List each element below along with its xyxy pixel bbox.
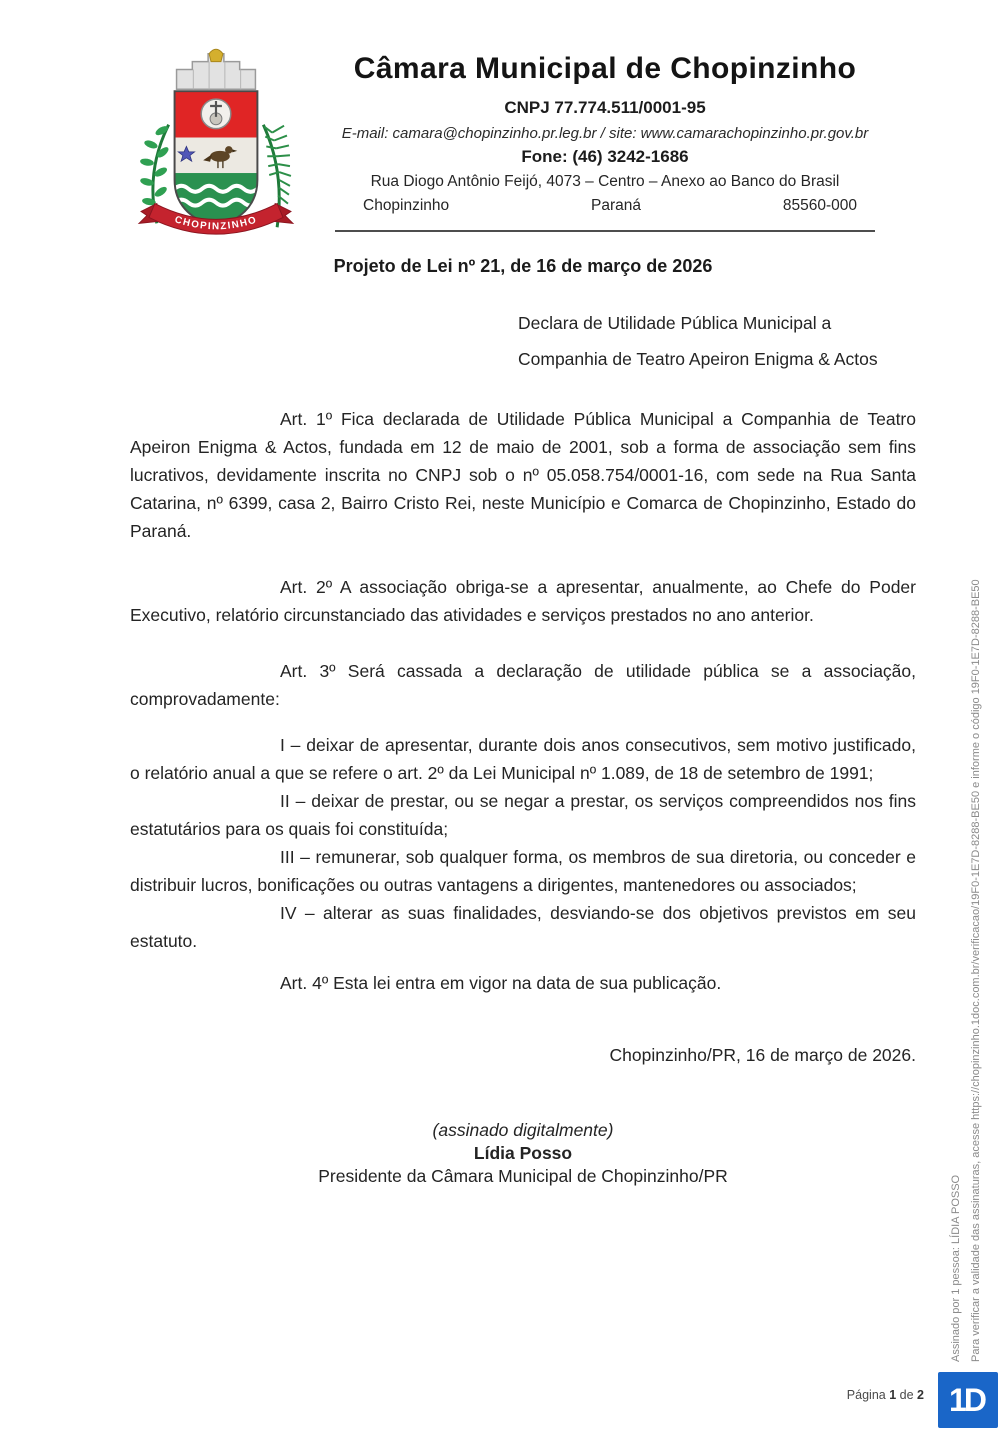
page-number: [847, 1388, 924, 1402]
signer-role: Presidente da Câmara Municipal de Chopinzinho/PR: [318, 1166, 728, 1186]
phone-line: Fone: (46) 3242-1686: [521, 147, 689, 166]
item-iii: III – remunerar, sob qualquer forma, os membros de sua diretoria, ou conceder e distribuir lucros, bonificações ou outras vantagens a dirigentes, mantenedores ou associados;: [130, 847, 916, 895]
page-separator: de: [899, 1388, 914, 1402]
1doc-logo-text: 1D: [949, 1381, 984, 1418]
document-title: Projeto de Lei nº 21, de 16 de março de 2026: [333, 256, 713, 276]
cnpj-line: CNPJ 77.774.511/0001-95: [504, 98, 706, 117]
letterhead: [308, 52, 902, 232]
signer-name: Lídia Posso: [473, 1143, 573, 1163]
item-ii: II – deixar de prestar, ou se negar a prestar, os serviços compreendidos nos fins estatutários para os quais foi constituída;: [130, 791, 916, 839]
article-3-items: [130, 731, 916, 955]
signed-by-line: Assinado por 1 pessoa: LÍDIA POSSO: [950, 1174, 962, 1362]
page-current: 1: [889, 1388, 897, 1402]
article-2: Art. 2º A associação obriga-se a apresentar, anualmente, ao Chefe do Poder Executivo, relatório circunstanciado das atividades e serviços prestados no ano anterior.: [130, 577, 916, 625]
ementa-line-1: Declara de Utilidade Pública Municipal a: [518, 313, 832, 333]
page-total: 2: [917, 1388, 924, 1402]
ementa: [518, 305, 916, 377]
article-1: Art. 1º Fica declarada de Utilidade Pública Municipal a Companhia de Teatro Apeiron Enigma & Actos, fundada em 12 de maio de 2001, sob a forma de associação sem fins lucrativos, devidamente inscrita no CNPJ sob o nº 05.058.754/0001-16, com sede na Rua Santa Catarina, nº 6399, casa 2, Bairro Cristo Rei, neste Município e Comarca de Chopinzinho, Estado do Paraná.: [130, 409, 916, 541]
mural-crown-icon: [177, 49, 256, 89]
ribbon-text: CHOPINZINHO: [173, 214, 259, 233]
item-i: I – deixar de apresentar, durante dois anos consecutivos, sem motivo justificado, o relatório anual a que se refere o art. 2º da Lei Municipal nº 1.089, de 18 de setembro de 1991;: [130, 735, 916, 783]
article-4: Art. 4º Esta lei entra em vigor na data de sua publicação.: [280, 973, 722, 993]
city-label: Chopinzinho: [363, 197, 450, 214]
date-line: Chopinzinho/PR, 16 de março de 2026.: [609, 1045, 916, 1065]
1doc-logo-icon: [938, 1372, 998, 1428]
page-label: Página: [846, 1388, 886, 1402]
article-3: Art. 3º Será cassada a declaração de utilidade pública se a associação, comprovadamente:: [130, 661, 916, 709]
email-site-line: E-mail: camara@chopinzinho.pr.leg.br / site: www.camarachopinzinho.pr.gov.br: [341, 125, 869, 142]
digital-signature-note: (assinado digitalmente): [432, 1120, 614, 1140]
header-divider: [335, 230, 875, 232]
state-label: Paraná: [591, 197, 642, 214]
verification-url-line: Para verificar a validade das assinaturas, acesse https://chopinzinho.1doc.com.br/verificacao/19F0-1E7D-8288-BE50 e informe o código 19F0-1E7D-8288-BE50: [969, 579, 982, 1362]
address-line: Rua Diogo Antônio Feijó, 4073 – Centro – Anexo ao Banco do Brasil: [370, 173, 840, 190]
signature-validation-sidebar: [947, 437, 986, 1362]
coat-of-arms-icon: [128, 34, 303, 246]
zip-label: 85560-000: [782, 197, 857, 214]
ementa-line-2: Companhia de Teatro Apeiron Enigma & Actos: [518, 349, 878, 369]
item-iv: IV – alterar as suas finalidades, desviando-se dos objetivos previstos em seu estatuto.: [130, 903, 916, 951]
signature-block: [130, 1119, 916, 1188]
city-state-zip-row: [308, 197, 902, 215]
org-title: Câmara Municipal de Chopinzinho: [353, 52, 857, 85]
document-body: [130, 252, 916, 1188]
shield: [175, 91, 258, 234]
